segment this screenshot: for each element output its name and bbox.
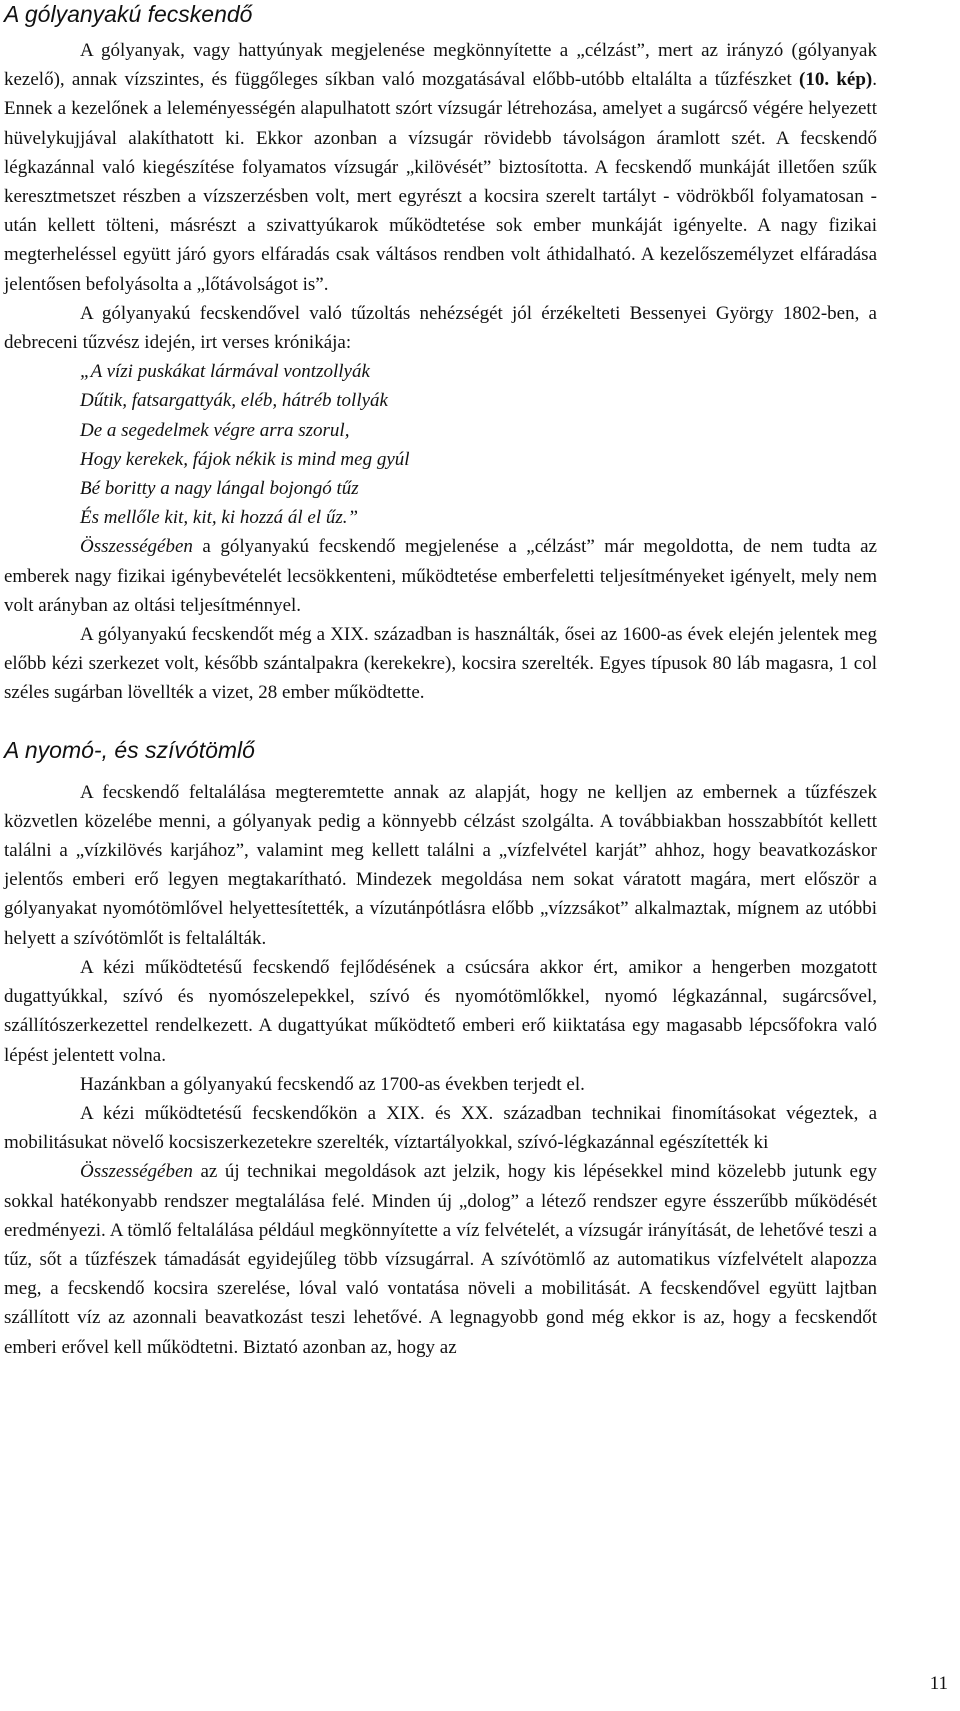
paragraph xyxy=(4,532,877,620)
paragraph: A fecskendő feltalálása megteremtette annak az alapját, hogy ne kelljen az embernek a tűzfészek közvetlen közelébe menni, a gólyanyak pedig a könnyebb célzást szolgálta. A továbbiakban hosszabbítót kellett találni a „vízkilövés karjához”, valamint meg kellett találni a „vízfelvétel karját” ahhoz, hogy beavatkozáskor jelentős emberi erő legyen megtakarítható. Mindezek megoldása nem sokat váratott magára, mert először a gólyanyakat nyomótömlővel helyettesítették, a vízutánpótlásra előbb „vízzsákot” alkalmaztak, mígnem az utóbbi helyett a szívótömlőt is feltalálták. xyxy=(4,781,877,949)
section-title: A nyomó-, és szívótömlő xyxy=(4,736,255,763)
paragraph: Hazánkban a gólyanyakú fecskendő az 1700-as években terjedt el. xyxy=(80,1073,585,1095)
paragraph: A gólyanyakú fecskendővel való tűzoltás nehézségét jól érzékelteti Bessenyei György 1802-ben, a debreceni tűzvész idején, irt verses krónikája: xyxy=(4,302,877,354)
page-number: 11 xyxy=(929,1673,948,1694)
paragraph xyxy=(4,1157,877,1361)
paragraph: A gólyanyakú fecskendőt még a XIX. században is használták, ősei az 1600-as évek elején jelentek meg előbb kézi szerkezet volt, később szántalpakra (kerekekre), kocsira szerelték. Egyes típusok 80 láb magasra, 1 col széles sugárban lövellték a vizet, 28 ember működtette. xyxy=(4,624,877,704)
paragraph-text: . Ennek a kezelőnek a leleményességén alapulhatott szórt vízsugár létrehozása, amelyet a sugárcső végére helyezett hüvelykujjával alakíthatott ki. Ekkor azonban a vízsugár rövidebb távolságon áramlott szét. A fecskendő légkazánnal való kiegészítése folyamatos vízsugár „kilövését” biztosította. A fecskendő munkáját illetően szűk keresztmetszet részben a vízszerzésben volt, mert egyrészt a kocsira szerelt tartályt - vödrökből folyamatosan - után kellett tölteni, másrészt a szivattyúkarok működtetése sok ember munkáját igényelte. A nagy fizikai megterheléssel együtt járó gyors elfáradás csak váltásos rendben volt áthidalható. A kezelőszemélyzet elfáradása jelentősen befolyásolta a „lőtávolságot is”. xyxy=(4,69,877,295)
paragraph: A kézi működtetésű fecskendőkön a XIX. és XX. században technikai finomításokat végeztek, a mobilitásukat növelő kocsiszerkezetekre szerelték, víztartályokkal, szívó-légkazánnal egészítették ki xyxy=(4,1102,877,1154)
poem-line: És mellőle kit, kit, ki hozzá ál el űz.” xyxy=(80,507,359,529)
poem-line: De a segedelmek végre arra szorul, xyxy=(80,419,350,441)
poem-line: Bé boritty a nagy lángal bojongó tűz xyxy=(80,478,359,500)
poem-quote xyxy=(4,357,877,532)
paragraph-text: a gólyanyakú fecskendő megjelenése a „célzást” már megoldotta, de nem tudta az emberek nagy fizikai igénybevételét lecsökkenteni, működtetése emberfeletti teljesítményeket igényelt, mely nem volt arányban az oltási teljesítménnyel. xyxy=(4,536,877,616)
paragraph-text: A gólyanyak, vagy hattyúnyak megjelenése megkönnyítette a „célzást”, mert az irányzó (gólyanyak kezelő), annak vízszintes, és függőleges síkban való mozgatásával előbb-utóbb eltalálta a tűzfészket xyxy=(4,40,877,91)
poem-line: Dűtik, fatsargattyák, eléb, hátréb tollyák xyxy=(80,390,388,412)
paragraph-text: az új technikai megoldások azt jelzik, hogy kis lépésekkel mind közelebb jutunk egy sokkal hatékonyabb rendszer megtalálása felé. Minden új „dolog” a létező rendszer egyre ésszerűbb működését eredményezi. A tömlő feltalálása például megkönnyítette a víz felvételét, a vízsugár irányítását, de lehetővé teszi a tűz, sőt a tűzfészek támadását egyidejűleg több vízsugárral. A szívótömlő az automatikus vízfelvételt alapozza meg, a fecskendő kocsira szerelése, lóval való vontatása növeli a mobilitását. A fecskendővel együtt lajtban szállított víz az azonnali beavatkozást teszi lehetővé. A legnagyobb gond még ekkor is az, hogy a fecskendőt emberi erővel kell működtetni. Biztató azonban az, hogy az xyxy=(4,1161,877,1358)
emphasis: Összességében xyxy=(80,1161,193,1183)
poem-line: Hogy kerekek, fájok nékik is mind meg gyúl xyxy=(80,448,410,470)
section-title: A gólyanyakú fecskendő xyxy=(4,1,253,27)
paragraph xyxy=(4,36,877,299)
document-page xyxy=(4,0,877,1362)
poem-line: „A vízi puskákat lármával vontzollyák xyxy=(80,361,370,383)
emphasis: Összességében xyxy=(80,536,193,558)
figure-reference: (10. kép) xyxy=(799,69,873,91)
paragraph: A kézi működtetésű fecskendő fejlődésének a csúcsára akkor ért, amikor a hengerben mozgatott dugattyúkkal, szívó és nyomószelepekkel, szívó és nyomótömlőkkel, nyomó légkazánnal, sugárcsővel, szállítószerkezettel rendelkezett. A dugattyúkat működtető emberi erő kiiktatása egy magasabb lépcsőfokra való lépést jelentett volna. xyxy=(4,956,877,1066)
